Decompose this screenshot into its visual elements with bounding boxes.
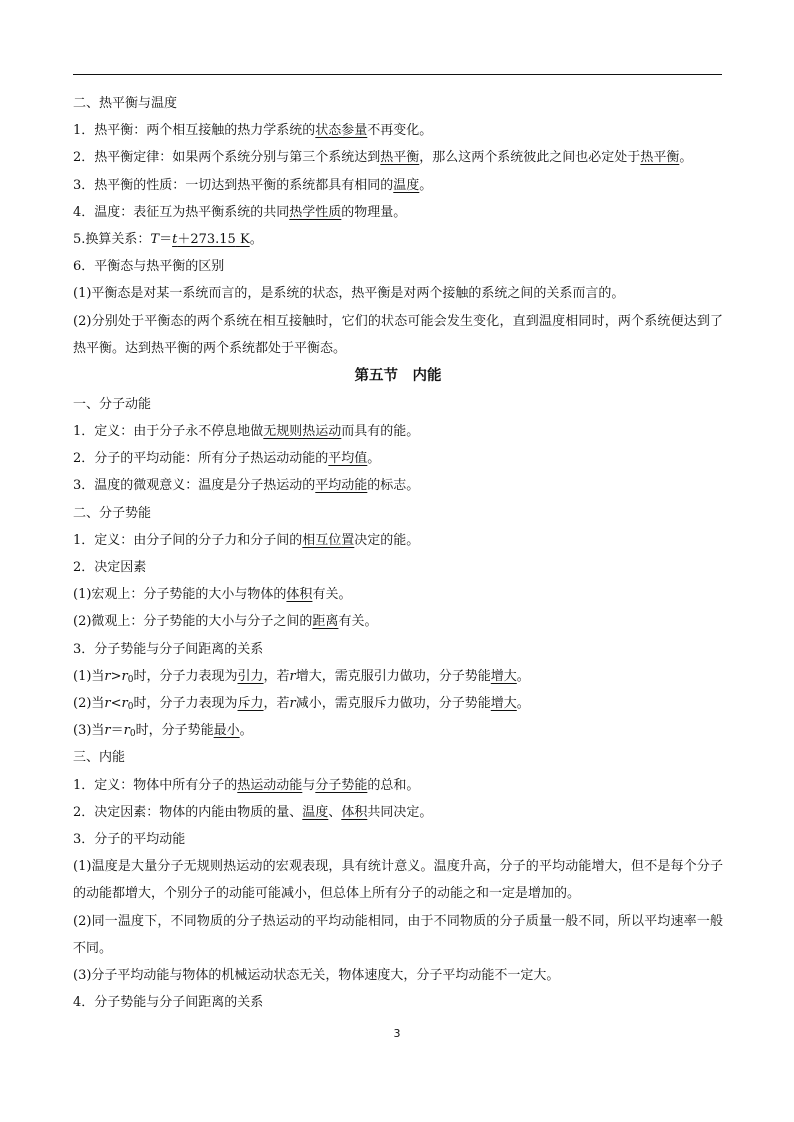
blank-answer: 相互位置	[302, 532, 355, 548]
blank-answer: 热运动动能	[237, 777, 303, 793]
blank-answer: 体积	[286, 587, 313, 603]
blank-answer: 无规则热运动	[263, 424, 342, 440]
blank-answer: 温度	[302, 804, 329, 820]
para-thermal-equilibrium-property: 3．热平衡的性质：一切达到热平衡的系统都具有相同的温度。	[73, 177, 433, 193]
blank-answer: 斥力	[237, 695, 264, 711]
para-average-kinetic: 2．分子的平均动能：所有分子热运动动能的平均值。	[73, 451, 381, 467]
blank-answer: 温度	[393, 177, 420, 193]
para-kinetic-def: 1．定义：由于分子永不停息地做无规则热运动而具有的能。	[73, 424, 420, 440]
section-title: 第五节 内能	[354, 367, 442, 384]
blank-answer: 增大	[490, 668, 517, 684]
page-content	[73, 90, 723, 1016]
blank-answer: 平均动能	[315, 478, 368, 494]
para-potential-def: 1．定义：由分子间的分子力和分子间的相互位置决定的能。	[73, 532, 420, 548]
para-internal-factors: 2．决定因素：物体的内能由物质的量、温度、体积共同决定。	[73, 804, 433, 820]
heading-internal-energy: 三、内能	[73, 750, 126, 766]
para-difference-1: (1)平衡态是对某一系统而言的，是系统的状态，热平衡是对两个接触的系统之间的关系而言的。	[73, 286, 625, 302]
para-thermal-equilibrium-law: 2．热平衡定律：如果两个系统分别与第三个系统达到热平衡，那么这两个系统彼此之间也必定处于热平衡。	[73, 150, 693, 166]
para-average-kinetic-2: (2)同一温度下，不同物质的分子热运动的平均动能相同，由于不同物质的分子质量一般不同，所以平均速率一般不同。	[73, 913, 723, 956]
para-r-greater: (1)当$r>r_0$时，分子力表现为引力，若r增大，需克服引力做功，分子势能增大。	[73, 668, 530, 685]
heading-thermal-equilibrium: 二、热平衡与温度	[73, 96, 178, 111]
blank-answer: 热平衡	[380, 150, 420, 166]
blank-answer: 分子势能	[315, 777, 368, 793]
header-rule	[73, 74, 722, 75]
para-temperature-def: 4．温度：表征互为热平衡系统的共同热学性质的物理量。	[73, 204, 407, 220]
blank-answer: 增大	[490, 695, 517, 711]
para-conversion: 5.换算关系：T＝t＋273.15 K。	[73, 231, 263, 247]
page-number: 3	[393, 1027, 401, 1040]
para-potential-distance-2: 4．分子势能与分子间距离的关系	[73, 995, 264, 1011]
para-microscopic: (2)微观上：分子势能的大小与分子之间的距离有关。	[73, 614, 378, 630]
heading-molecular-potential-energy: 二、分子势能	[73, 505, 152, 521]
para-difference-heading: 6．平衡态与热平衡的区别	[73, 259, 225, 275]
para-internal-def: 1．定义：物体中所有分子的热运动动能与分子势能的总和。	[73, 777, 420, 793]
blank-answer: 平均值	[328, 451, 368, 467]
blank-answer: 距离	[312, 614, 339, 630]
para-determining-factors: 2．决定因素	[73, 560, 147, 576]
blank-answer: 热学性质	[289, 204, 342, 220]
blank-answer: 热平衡	[640, 150, 680, 166]
blank-answer: t＋273.15 K	[172, 231, 250, 247]
para-difference-2: (2)分别处于平衡态的两个系统在相互接触时，它们的状态可能会发生变化，直到温度相同时，两个系统便达到了热平衡。达到热平衡的两个系统都处于平衡态。	[73, 313, 723, 356]
blank-answer: 体积	[341, 804, 368, 820]
para-macroscopic: (1)宏观上：分子势能的大小与物体的体积有关。	[73, 587, 352, 603]
para-r-less: (2)当$r<r_0$时，分子力表现为斥力，若r减小，需克服斥力做功，分子势能增大。	[73, 695, 530, 712]
blank-answer: 引力	[237, 668, 264, 684]
para-r-equal: (3)当$r=r_0$时，分子势能最小。	[73, 723, 253, 740]
para-average-kinetic-heading: 3．分子的平均动能	[73, 831, 186, 847]
heading-molecular-kinetic-energy: 一、分子动能	[73, 396, 152, 412]
blank-answer: 状态参量	[315, 123, 368, 139]
para-average-kinetic-1: (1)温度是大量分子无规则热运动的宏观表现，具有统计意义。温度升高，分子的平均动能增大，但不是每个分子的动能都增大，个别分子的动能可能减小，但总体上所有分子的动能之和一定是增加的。	[73, 859, 723, 902]
para-potential-distance: 3．分子势能与分子间距离的关系	[73, 641, 264, 657]
para-temperature-meaning: 3．温度的微观意义：温度是分子热运动的平均动能的标志。	[73, 478, 420, 494]
blank-answer: 最小	[213, 723, 240, 739]
para-thermal-equilibrium-def: 1．热平衡：两个相互接触的热力学系统的状态参量不再变化。	[73, 123, 433, 139]
para-average-kinetic-3: (3)分子平均动能与物体的机械运动状态无关，物体速度大，分子平均动能不一定大。	[73, 967, 560, 983]
